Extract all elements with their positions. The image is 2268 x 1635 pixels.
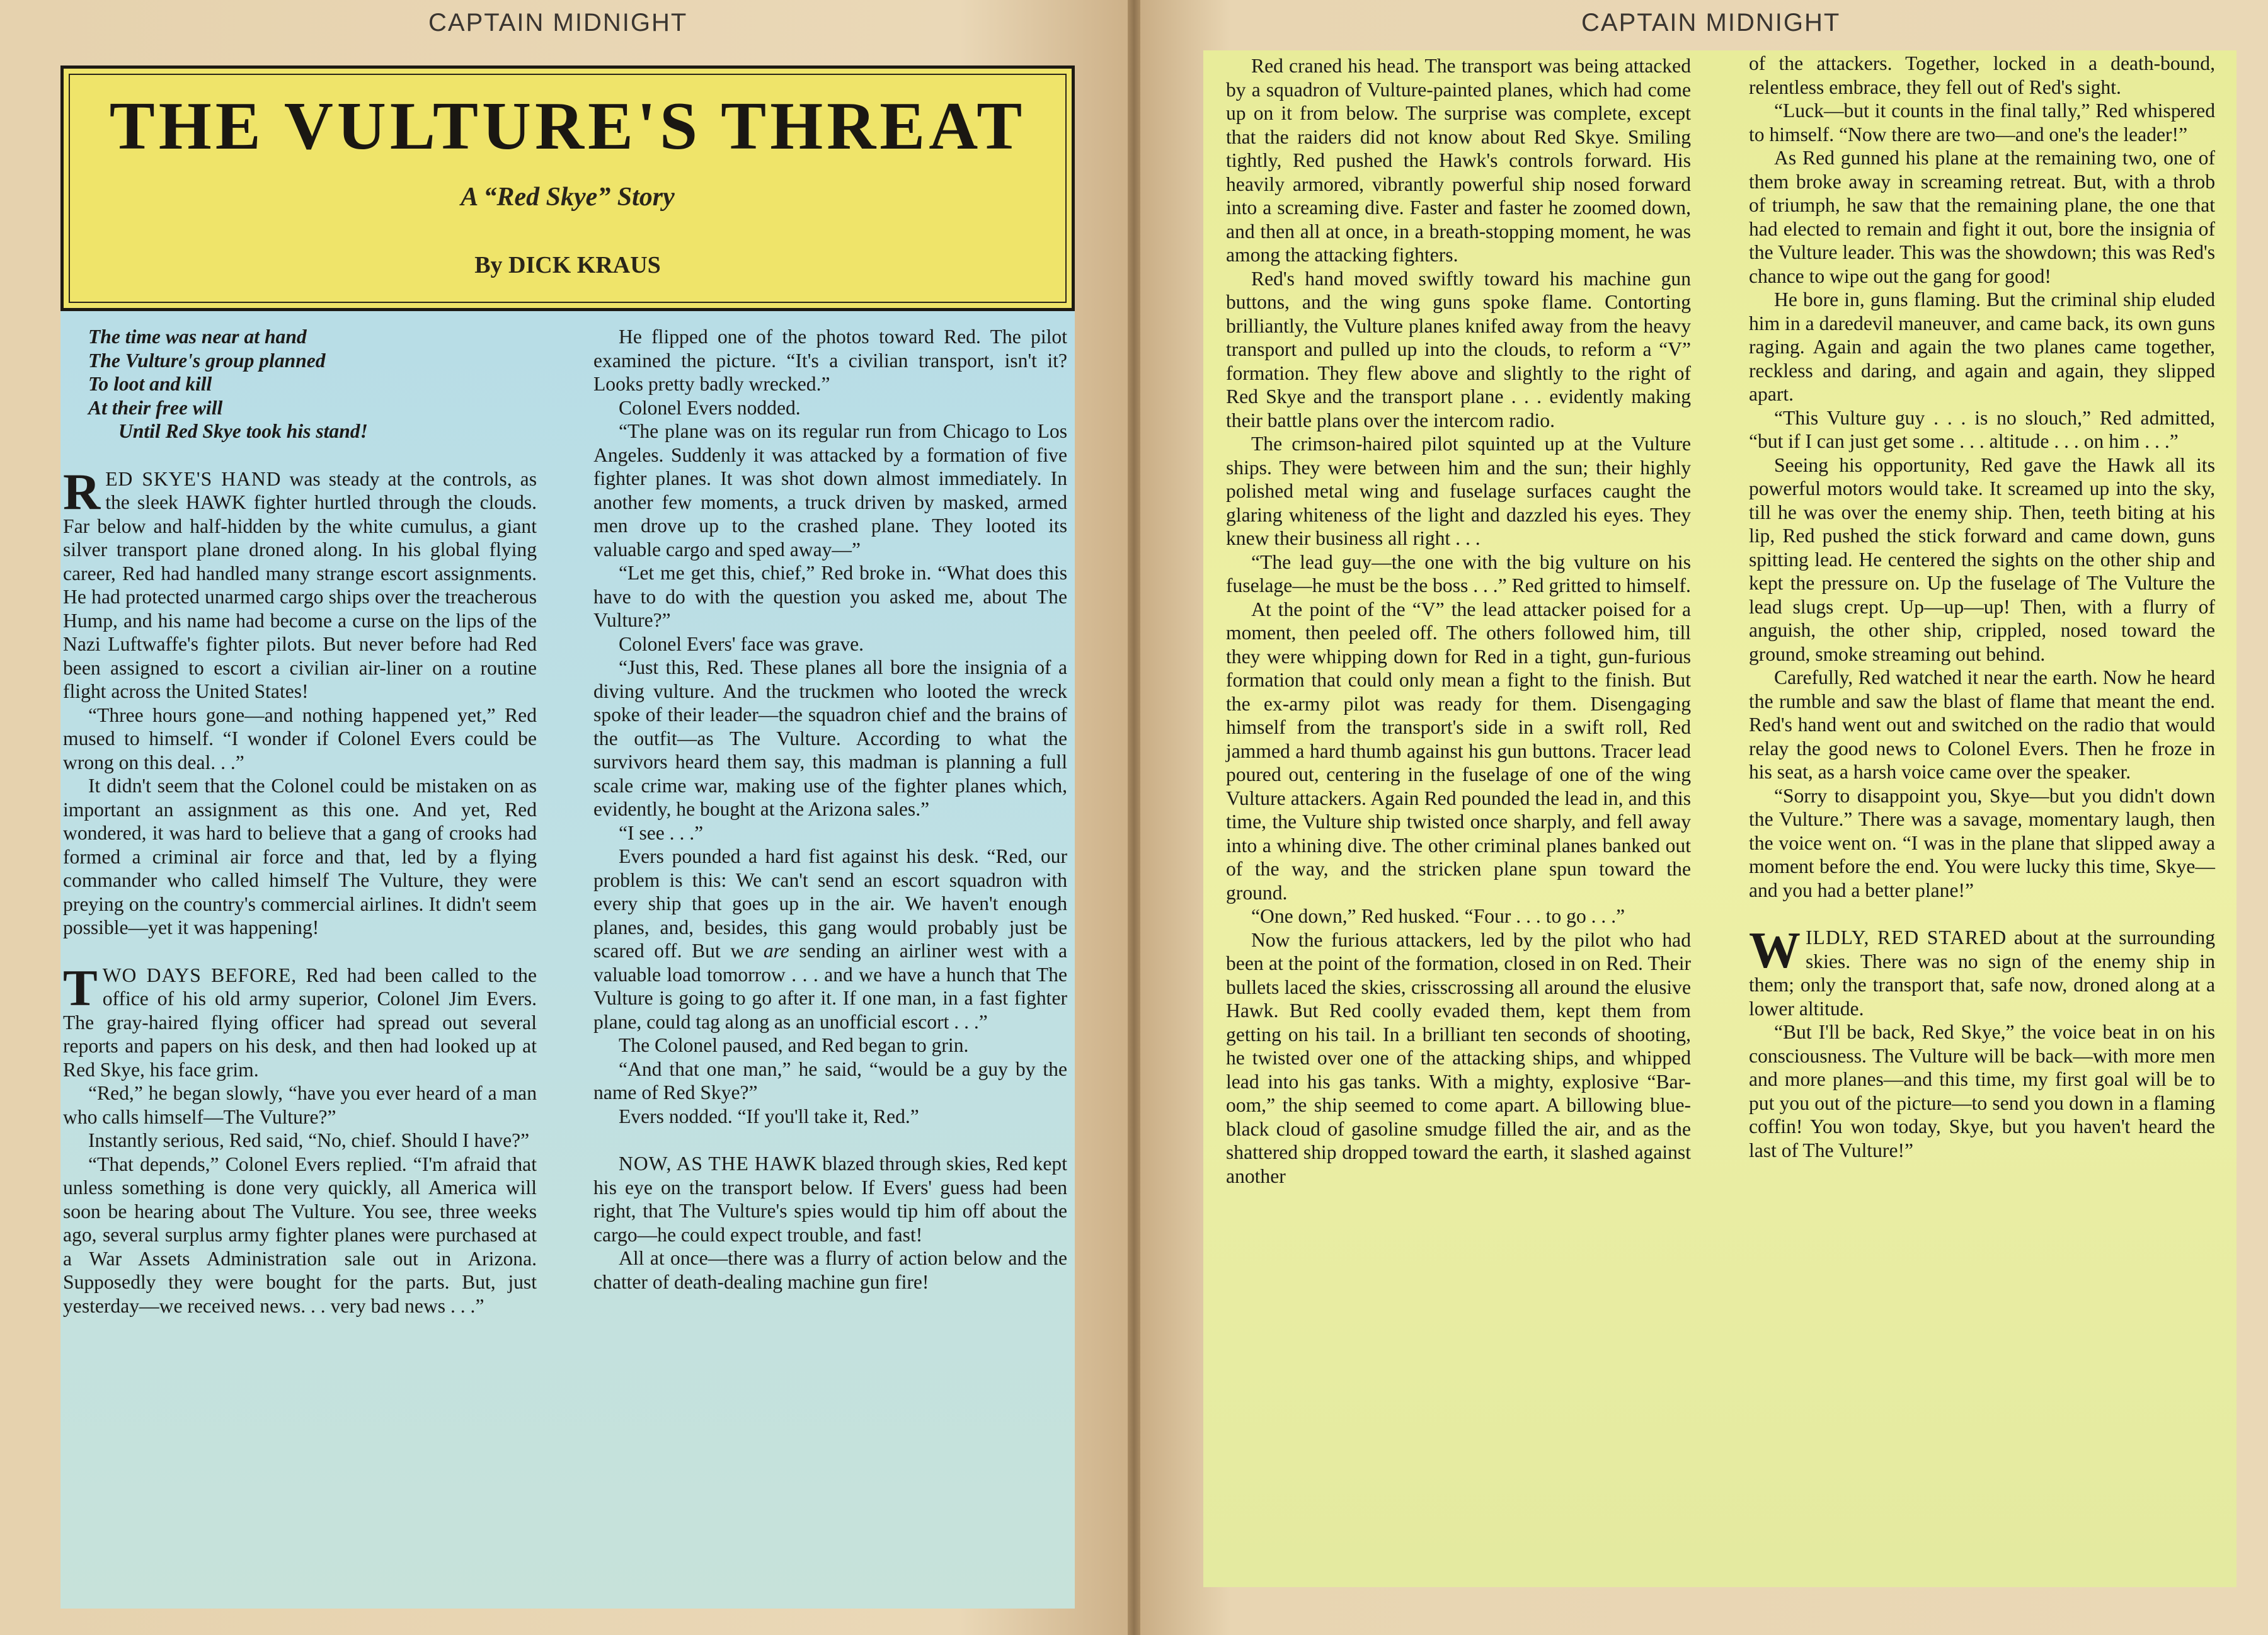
paragraph: The Colonel paused, and Red began to grin. — [619, 1034, 969, 1056]
paragraph: All at once—there was a flurry of action below and the chatter of death-dealing machine gun fire! — [593, 1247, 1067, 1293]
running-head-left: CAPTAIN MIDNIGHT — [428, 9, 688, 37]
paragraph: “This Vulture guy . . . is no slouch,” Red admitted, “but if I can just get some . . . altitude . . . on him . . .” — [1749, 406, 2215, 452]
story-title: THE VULTURE'S THREAT — [109, 89, 1026, 164]
title-box — [60, 66, 1075, 311]
verse-line: Until Red Skye took his stand! — [118, 420, 368, 442]
story-subtitle: A “Red Skye” Story — [461, 183, 675, 212]
paragraph: “The plane was on its regular run from Chicago to Los Angeles. Suddenly it was attacked by a formation of five fighter planes. It was shot down almost immediately. In another few moments, a truck driven by masked, armed men drove up to the crashed plane. They looted its valuable cargo and sped away—” — [593, 420, 1067, 561]
paragraph: Evers pounded a hard fist against his desk. “Red, our problem is this: We can't send an escort squadron with every ship that goes up in the air. We haven't enough planes, and, besides, this gang would probably just be scared off. But we are sending an airliner west with a valuable load tomorrow . . . and we have a hunch that The Vulture is going to go after it. If one man, in a fast fighter plane, could tag along as an unofficial escort . . .” — [593, 845, 1067, 1033]
paragraph: “And that one man,” he said, “would be a guy by the name of Red Skye?” — [593, 1057, 1067, 1103]
paragraph: “Let me get this, chief,” Red broke in. “What does this have to do with the question you asked me, about The Vulture?” — [593, 562, 1067, 631]
left-page — [0, 0, 1128, 1635]
verse-line: At their free will — [88, 396, 223, 419]
story-text-panel-continued — [1203, 50, 2236, 1587]
paragraph: “Luck—but it counts in the final tally,” Red whispered to himself. “Now there are two—and one's the leader!” — [1749, 100, 2215, 145]
paragraph: Seeing his opportunity, Red gave the Hawk all its powerful motors would take. It screamed up into the sky, till he was over the enemy ship. Then, teeth biting at his lip, Red pushed the stick forward and came down, guns spitting lead. He centered the sights on the other ship and kept the pressure on. Up the fuselage of The Vulture the lead slugs crept. Up—up—up! Then, with a flurry of anguish, the other ship, crippled, nosed toward the ground, smoke streaming out behind. — [1749, 453, 2215, 665]
right-column-2 — [1749, 52, 2215, 1162]
paragraph: The crimson-haired pilot squinted up at the Vulture ships. They were between him and the sun; their highly polished metal wing and fuselage surfaces caught the glaring whiteness of the light and dazzled his eyes. They knew their business all right . . . — [1226, 433, 1691, 549]
drop-cap: R — [63, 462, 101, 520]
paragraph: At the point of the “V” the lead attacker poised for a moment, then peeled off. The others followed him, till they were whipping down for Red in a tight, gun-furious formation that could only mean a fight to the finish. But the ex-army pilot was ready for them. Disengaging himself from the transport's side in a swift roll, Red jammed a hard thumb against his gun buttons. Tracer lead poured out, centering in the fuselage of one of the wing Vulture attackers. Again Red pounded the lead in, and this time, the Vulture ship twisted once sharply, and fell away into a whining dive. The other criminal planes banked out of the way, and the stricken plane spun toward the ground. — [1226, 598, 1691, 904]
right-column-1 — [1226, 54, 1691, 1188]
story-byline: By DICK KRAUS — [474, 252, 661, 278]
paragraph: As Red gunned his plane at the remaining two, one of them broke away in screaming retreat. But, with a throb of triumph, he saw that the remaining plane, the one that had elected to remain and fight it out, bore the insignia of the Vulture leader. This was the showdown; this was Red's chance to wipe out the gang for good! — [1749, 147, 2215, 287]
paragraph: He flipped one of the photos toward Red. The pilot examined the picture. “It's a civilian transport, isn't it? Looks pretty badly wrecked.” — [593, 326, 1067, 395]
paragraph: “I see . . .” — [619, 821, 704, 844]
paragraph: “One down,” Red husked. “Four . . . to go . . .” — [1251, 905, 1625, 927]
paragraph: Now the furious attackers, led by the pilot who had been at the point of the formation, closed in on Red. Their bullets laced the skies, crisscrossing all around the elusive Hawk. But Red coolly evaded them, kept them from getting on his tail. In a brilliant ten seconds of shooting, he twisted over one of the attacking ships, and whipped lead into his gas tanks. With a mighty, explosive “Bar-oom,” the ship seemed to come apart. A billowing blue-black cloud of gasoline smudge filled the air, and as the shattered ship dropped toward the earth, it slashed against another — [1226, 928, 1691, 1187]
paragraph: Red's hand moved swiftly toward his machine gun buttons, and the wing guns spoke flame. Contorting brilliantly, the Vulture planes knifed away from the heavy transport and pulled up into the clouds, to reform a “V” formation. They flew above and slightly to the right of Red Skye and the transport plane . . . evidently making their battle plans over the intercom radio. — [1226, 267, 1691, 431]
paragraph: Red craned his head. The transport was being attacked by a squadron of Vulture-painted planes, which had come up on it from below. The surprise was complete, except that the raiders did not know about Red Skye. Smiling tightly, Red pushed the Hawk's controls forward. His heavily armored, vibrantly powerful ship nosed forward into a screaming dive. Faster and faster he zoomed down, and then all at once, in a breath-stopping moment, he was among the attacking fighters. — [1226, 55, 1691, 266]
drop-cap: T — [63, 959, 98, 1017]
paragraph: RED SKYE'S HAND was steady at the controls, as the sleek HAWK fighter hurtled through the clouds. Far below and half-hidden by the white cumulus, a giant silver transport plane droned along. In his global flying career, Red had handled many strange escort assignments. He had protected unarmed cargo ships over the treacherous Hump, and his name had become a curse on the lips of the Nazi Luftwaffe's fighter pilots. But never before had Red been assigned to escort a civilian air-liner on a routine flight across the United States! — [63, 462, 537, 702]
paragraph: “The lead guy—the one with the big vulture on his fuselage—he must be the boss . . .” Red gritted to himself. — [1226, 550, 1691, 596]
paragraph: “Sorry to disappoint you, Skye—but you didn't down the Vulture.” There was a savage, momentary laugh, then the voice went on. “I was in the plane that slipped away a moment before the end. You were lucky this time, Skye—and you had a better plane!” — [1749, 784, 2215, 901]
story-text-panel — [60, 311, 1075, 1609]
paragraph: Colonel Evers' face was grave. — [619, 632, 864, 655]
right-page — [1140, 0, 2268, 1635]
verse-line: The time was near at hand — [88, 326, 307, 348]
paragraph: He bore in, guns flaming. But the criminal ship eluded him in a daredevil maneuver, and came back, its own guns raging. Again and again the two planes came together, reckless and daring, and again and again, they slipped apart. — [1749, 288, 2215, 405]
paragraph: Evers nodded. “If you'll take it, Red.” — [619, 1105, 919, 1127]
paragraph: Colonel Evers nodded. — [619, 396, 801, 419]
drop-cap: W — [1749, 921, 1801, 979]
paragraph: of the attackers. Together, locked in a death-bound, relentless embrace, they fell out of Red's sight. — [1749, 52, 2215, 98]
left-column-2 — [593, 325, 1067, 1294]
paragraph: Instantly serious, Red said, “No, chief. Should I have?” — [88, 1129, 530, 1151]
paragraph: “Red,” he began slowly, “have you ever heard of a man who calls himself—The Vulture?” — [63, 1082, 537, 1128]
verse-line: To loot and kill — [88, 373, 212, 395]
paragraph: WILDLY, RED STARED about at the surrounding skies. There was no sign of the enemy ship in them; only the transport that, safe now, droned along at a lower altitude. — [1749, 921, 2215, 1020]
paragraph: “But I'll be back, Red Skye,” the voice beat in on his consciousness. The Vulture will be back—with more men and more planes—and this time, my first goal will be to put you out of the picture—to send you down in a flaming coffin! You won today, Skye, but you haven't heard the last of The Vulture!” — [1749, 1021, 2215, 1161]
paragraph: It didn't seem that the Colonel could be mistaken on as important an assignment as this one. And yet, Red wondered, it was hard to believe that a gang of crooks had formed a criminal air force and that, led by a flying commander who called himself The Vulture, they were preying on the country's commercial airlines. It didn't seem possible—yet it was happening! — [63, 775, 537, 938]
paragraph: “That depends,” Colonel Evers replied. “I'm afraid that unless something is done very quickly, all America will soon be hearing about The Vulture. You see, three weeks ago, several surplus army fighter planes were purchased at a War Assets Administration sale out in Arizona. Supposedly they were bought for the parts. But, just yesterday—we received news. . . very bad news . . .” — [63, 1153, 537, 1317]
left-column-1 — [63, 325, 537, 1318]
paragraph: NOW, AS THE HAWK blazed through skies, Red kept his eye on the transport below. If Evers' guess had been right, that The Vulture's spies would tip him off about the cargo—he could expect trouble, and fast! — [593, 1153, 1067, 1246]
paragraph: TWO DAYS BEFORE, Red had been called to the office of his old army superior, Colonel Jim Evers. The gray-haired flying officer had spread out several reports and papers on his desk, and then had looked up at Red Skye, his face grim. — [63, 959, 537, 1081]
paragraph: “Just this, Red. These planes all bore the insignia of a diving vulture. And the truckmen who looted the wreck spoke of their leader—the squadron chief and the brains of the outfit—as The Vulture. According to what the survivors heard them say, this madman is planning a full scale crime war, making use of the fighter planes which, evidently, he bought at the Arizona sales.” — [593, 656, 1067, 820]
paragraph: “Three hours gone—and nothing happened yet,” Red mused to himself. “I wonder if Colonel Evers could be wrong on this deal. . .” — [63, 704, 537, 773]
running-head-right: CAPTAIN MIDNIGHT — [1581, 9, 1841, 37]
verse-line: The Vulture's group planned — [88, 349, 326, 372]
paragraph: Carefully, Red watched it near the earth. Now he heard the rumble and saw the blast of flame that meant the end. Red's hand went out and switched on the radio that would relay the good news to Colonel Evers. Then he froze in his seat, as a harsh voice came over the speaker. — [1749, 666, 2215, 783]
